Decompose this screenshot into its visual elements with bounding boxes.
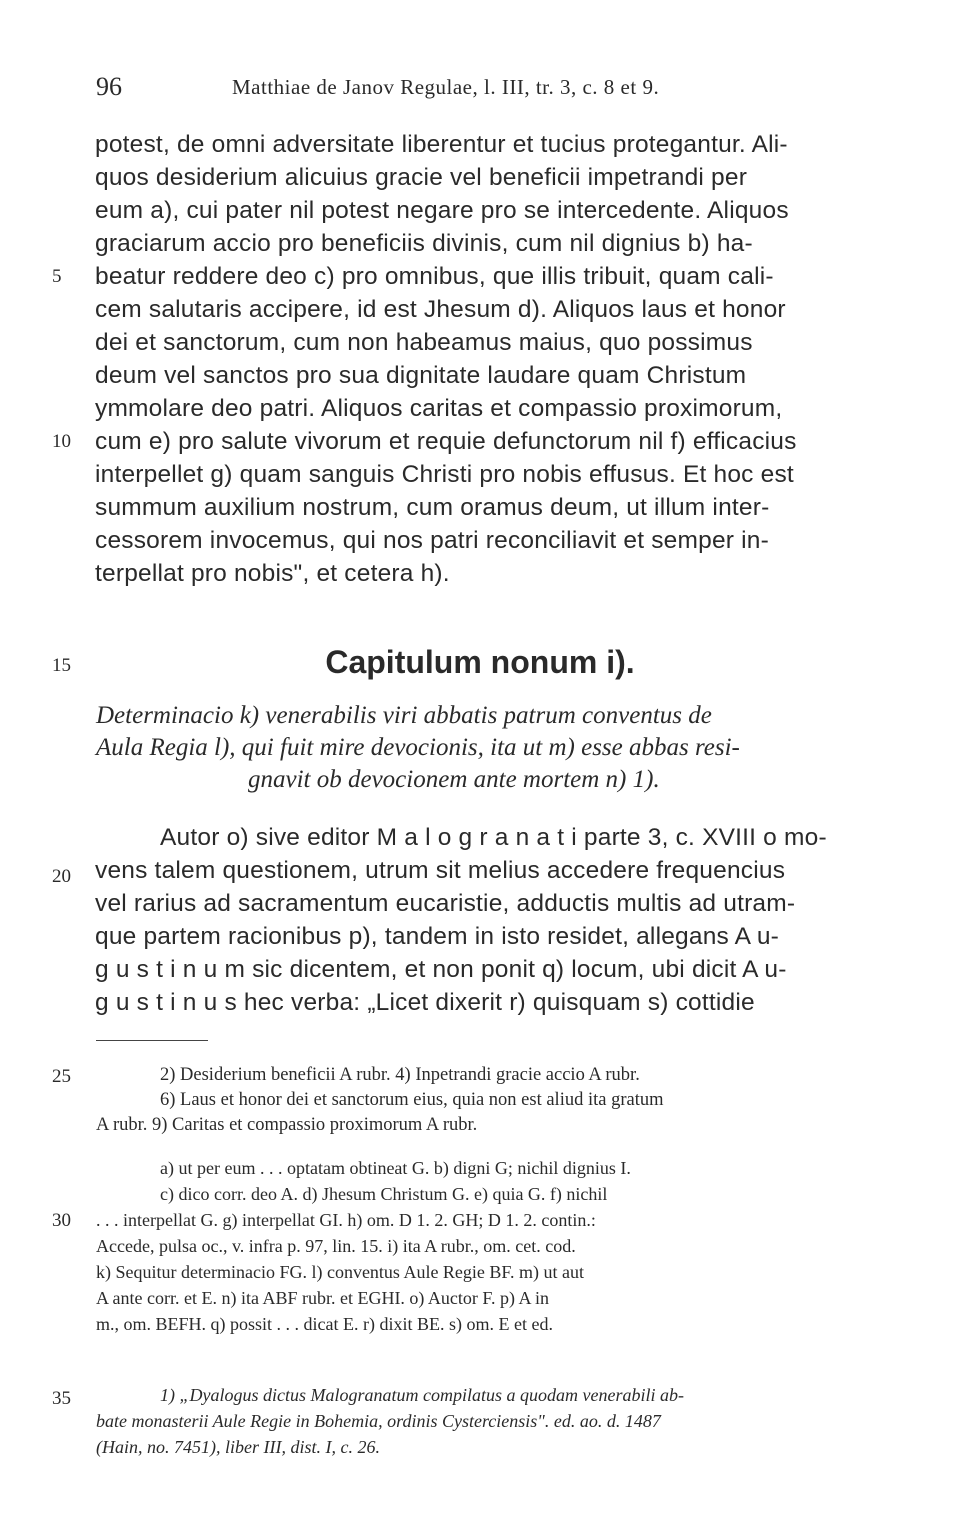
chapter-subtitle-line: Determinacio k) venerabilis viri abbatis patrum conventus de — [96, 702, 712, 729]
apparatus-note-line: . . . interpellat G. g) interpellat GI. h) om. D 1. 2. GH; D 1. 2. contin.: — [96, 1210, 596, 1230]
body-line: g u s t i n u m sic dicentem, et non ponit q) locum, ubi dicit A u- — [95, 956, 787, 983]
body-line: quos desiderium alicuius gracie vel beneficii impetrandi per — [95, 164, 748, 191]
line-number: 25 — [52, 1066, 71, 1087]
apparatus-note-line: k) Sequitur determinacio FG. l) conventus Aule Regie BF. m) ut aut — [96, 1262, 584, 1282]
rubric-note-line: 2) Desiderium beneficii A rubr. 4) Inpetrandi gracie accio A rubr. — [160, 1065, 640, 1085]
footnote-separator — [96, 1040, 208, 1041]
body-line: potest, de omni adversitate liberentur et tucius protegantur. Ali- — [95, 131, 788, 158]
chapter-subtitle-line: gnavit ob devocionem ante mortem n) 1). — [248, 766, 660, 793]
body-line: ymmolare deo patri. Aliquos caritas et compassio proximorum, — [95, 395, 783, 422]
body-line: beatur reddere deo c) pro omnibus, que illis tribuit, quam cali- — [95, 263, 774, 290]
page-number: 96 — [96, 72, 122, 101]
body-line: vens talem questionem, utrum sit melius accedere frequencius — [95, 857, 786, 884]
body-line: g u s t i n u s hec verba: „Licet dixerit r) quisquam s) cottidie — [95, 989, 755, 1016]
body-line: dei et sanctorum, cum non habeamus maius, quo possimus — [95, 329, 753, 356]
body-line: eum a), cui pater nil potest negare pro se intercedente. Aliquos — [95, 197, 789, 224]
body-line: terpellat pro nobis", et cetera h). — [95, 560, 450, 587]
body-line: cessorem invocemus, qui nos patri reconciliavit et semper in- — [95, 527, 769, 554]
body-line: deum vel sanctos pro sua dignitate laudare quam Christum — [95, 362, 747, 389]
line-number: 15 — [52, 655, 71, 676]
source-note-line: (Hain, no. 7451), liber III, dist. I, c. 26. — [96, 1437, 380, 1457]
body-line: Autor o) sive editor M a l o g r a n a t i parte 3, c. XVIII o mo- — [160, 824, 827, 851]
line-number: 30 — [52, 1210, 71, 1231]
apparatus-note-line: a) ut per eum . . . optatam obtineat G. b) digni G; nichil dignius I. — [160, 1158, 631, 1178]
body-line: interpellet g) quam sanguis Christi pro nobis effusus. Et hoc est — [95, 461, 794, 488]
apparatus-note-line: c) dico corr. deo A. d) Jhesum Christum G. e) quia G. f) nichil — [160, 1184, 608, 1204]
body-line: summum auxilium nostrum, cum oramus deum, ut illum inter- — [95, 494, 770, 521]
body-line: graciarum accio pro beneficiis divinis, cum nil dignius b) ha- — [95, 230, 753, 257]
apparatus-note-line: Accede, pulsa oc., v. infra p. 97, lin. 15. i) ita A rubr., om. cet. cod. — [96, 1236, 576, 1256]
body-line: que partem racionibus p), tandem in isto residet, allegans A u- — [95, 923, 780, 950]
body-line: vel rarius ad sacramentum eucaristie, adductis multis ad utram- — [95, 890, 796, 917]
source-note-line: 1) „Dyalogus dictus Malogranatum compilatus a quodam venerabili ab- — [160, 1385, 684, 1405]
line-number: 20 — [52, 866, 71, 887]
apparatus-note-line: m., om. BEFH. q) possit . . . dicat E. r) dixit BE. s) om. E et ed. — [96, 1314, 553, 1334]
line-number: 5 — [52, 266, 62, 287]
source-note-line: bate monasterii Aule Regie in Bohemia, ordinis Cysterciensis". ed. ao. d. 1487 — [96, 1411, 661, 1431]
body-line: cum e) pro salute vivorum et requie defunctorum nil f) efficacius — [95, 428, 797, 455]
line-number: 10 — [52, 431, 71, 452]
running-title: Matthiae de Janov Regulae, l. III, tr. 3, c. 8 et 9. — [232, 75, 660, 99]
rubric-note-line: A rubr. 9) Caritas et compassio proximorum A rubr. — [96, 1115, 478, 1135]
apparatus-note-line: A ante corr. et E. n) ita ABF rubr. et EGHI. o) Auctor F. p) A in — [96, 1288, 549, 1308]
chapter-title: Capitulum nonum i). — [325, 644, 635, 680]
body-line: cem salutaris accipere, id est Jhesum d). Aliquos laus et honor — [95, 296, 786, 323]
rubric-note-line: 6) Laus et honor dei et sanctorum eius, quia non est aliud ita gratum — [160, 1090, 664, 1110]
chapter-subtitle-line: Aula Regia l), qui fuit mire devocionis, ita ut m) esse abbas resi- — [96, 734, 740, 761]
line-number: 35 — [52, 1388, 71, 1409]
